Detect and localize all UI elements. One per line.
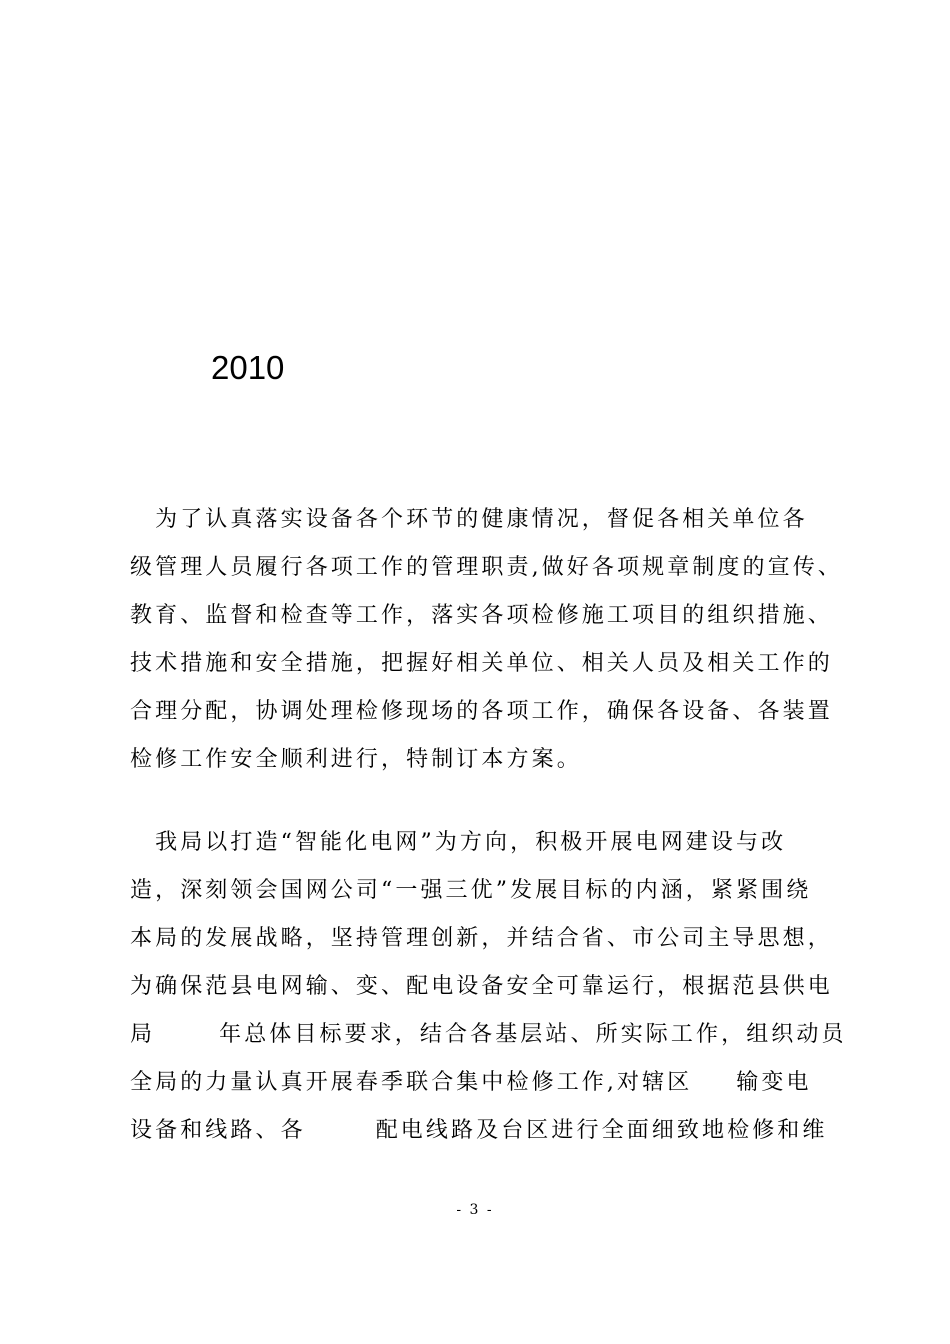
- page-number: - 3 -: [456, 1202, 494, 1218]
- line-segment: 年总体目标要求，结合各基层站、所实际工作，组织动员: [219, 1022, 847, 1047]
- paragraph-line: 合理分配，协调处理检修现场的各项工作，确保各设备、各装置: [130, 699, 833, 724]
- paragraph-line: 教育、监督和检查等工作，落实各项检修施工项目的组织措施、: [130, 603, 833, 628]
- line-segment: 全局的力量认真开展春季联合集中检修工作,对辖区: [130, 1070, 693, 1095]
- paragraph-line: [130, 1011, 850, 1059]
- line-segment: 设备和线路、各: [130, 1118, 306, 1143]
- line-segment: 局: [130, 1022, 156, 1047]
- paragraph-line: 造，深刻领会国网公司“一强三优”发展目标的内涵，紧紧围绕: [130, 878, 812, 903]
- paragraph-line: 技术措施和安全措施，把握好相关单位、相关人员及相关工作的: [130, 651, 833, 676]
- paragraph-line: 检修工作安全顺利进行，特制订本方案。: [130, 747, 582, 772]
- paragraph-line: 为确保范县电网输、变、配电设备安全可靠运行，根据范县供电: [130, 974, 833, 999]
- paragraph-purpose: [130, 496, 850, 784]
- year-heading: 2010: [211, 349, 285, 386]
- paragraph-line: [130, 1059, 850, 1107]
- line-segment: 输变电: [736, 1070, 812, 1095]
- paragraph-line: 本局的发展战略，坚持管理创新，并结合省、市公司主导思想，: [130, 926, 833, 951]
- paragraph-line: 级管理人员履行各项工作的管理职责,做好各项规章制度的宣传、: [130, 555, 843, 580]
- paragraph-line: [130, 1107, 850, 1155]
- paragraph-line: 我局以打造“智能化电网”为方向，积极开展电网建设与改: [130, 830, 787, 855]
- line-segment: 配电线路及台区进行全面细致地检修和维: [375, 1118, 828, 1143]
- paragraph-line: 为了认真落实设备各个环节的健康情况，督促各相关单位各: [130, 507, 808, 532]
- paragraph-background: [130, 819, 850, 1155]
